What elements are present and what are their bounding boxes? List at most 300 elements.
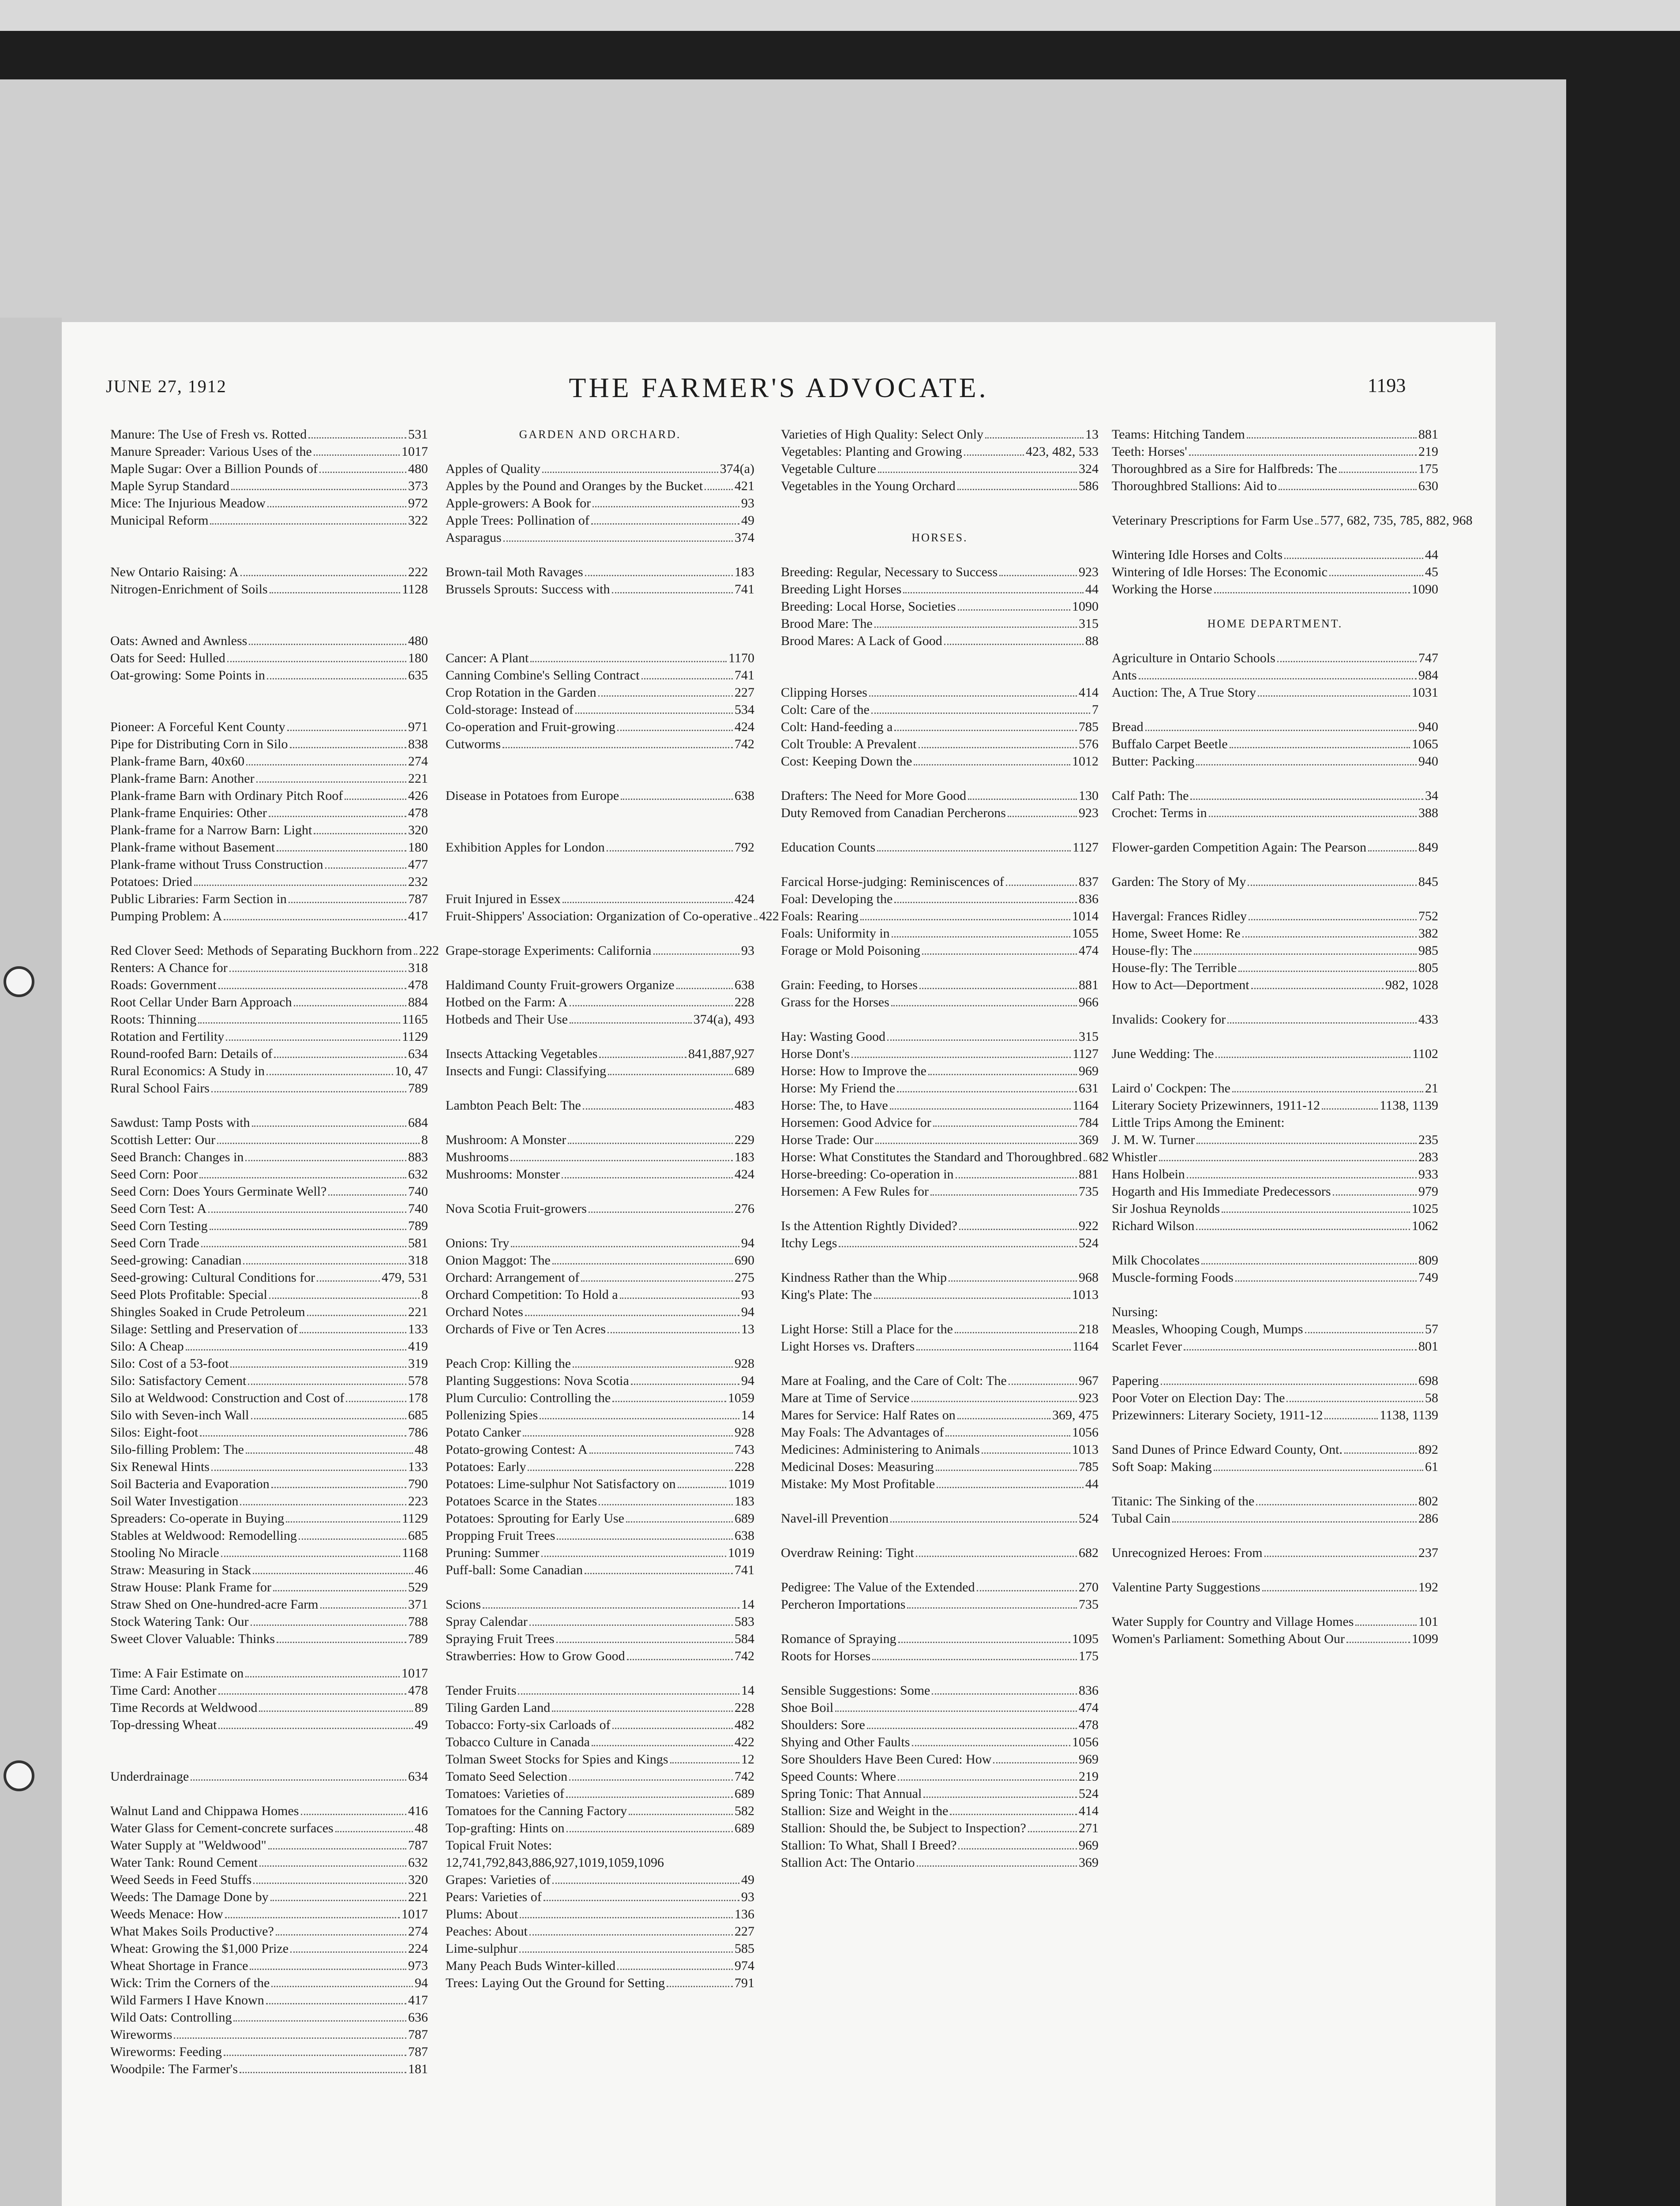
leader-dots (878, 468, 1077, 473)
index-entry (1112, 1200, 1438, 1217)
entry-title: Canning Combine's Selling Contract (446, 668, 640, 683)
entry-page: 315 (1079, 1029, 1099, 1044)
entry-title: House-fly: The Terrible (1112, 960, 1237, 975)
leader-dots (1344, 1449, 1417, 1454)
entry-page: 229 (735, 1133, 754, 1147)
entry-page: 979 (1418, 1184, 1438, 1199)
entry-page: 421 (735, 479, 754, 493)
index-entry (781, 1372, 1099, 1389)
leader-dots (225, 1913, 400, 1918)
index-entry (781, 632, 1099, 649)
leader-dots (1227, 1019, 1417, 1024)
leader-dots (269, 1294, 420, 1299)
leader-dots (253, 1569, 413, 1574)
leader-dots (945, 1432, 1070, 1437)
index-entry (110, 632, 428, 649)
entry-page: 1090 (1412, 582, 1438, 597)
entry-title: 12,741,792,843,886,927,1019,1059,1096 (446, 1855, 664, 1870)
entry-page: 984 (1418, 668, 1438, 683)
entry-page: 972 (408, 496, 428, 510)
entry-page: 741 (735, 582, 754, 597)
entry-page: 276 (735, 1201, 754, 1216)
index-entry (781, 1166, 1099, 1183)
entry-title: Colt: Care of the (781, 702, 870, 717)
leader-dots (294, 1002, 406, 1006)
index-entry (446, 1407, 754, 1424)
index-entry (446, 1906, 754, 1923)
entry-title: Spring Tonic: That Annual (781, 1786, 922, 1801)
index-entry (781, 1269, 1099, 1286)
leader-dots (256, 778, 406, 783)
index-entry (110, 426, 428, 443)
leader-dots (598, 692, 733, 697)
entry-page: 433 (1418, 1012, 1438, 1027)
leader-dots (277, 847, 406, 852)
leader-dots (245, 1673, 400, 1677)
entry-page: 581 (408, 1236, 428, 1250)
leader-dots (568, 1139, 733, 1144)
entry-title: Thoroughbred Stallions: Aid to (1112, 479, 1277, 493)
leader-dots (1196, 761, 1417, 765)
entry-title: Shingles Soaked in Crude Petroleum (110, 1305, 305, 1319)
leader-dots (186, 1346, 406, 1351)
entry-title: Stock Watering Tank: Our (110, 1614, 249, 1629)
entry-page: 749 (1418, 1270, 1438, 1285)
index-entry (446, 1441, 754, 1458)
index-entry (781, 1458, 1099, 1475)
index-entry (1112, 1080, 1438, 1097)
entry-title: Oats: Awned and Awnless (110, 634, 248, 648)
entry-title: Horse: The, to Have (781, 1098, 888, 1113)
entry-page: 1056 (1072, 1735, 1099, 1749)
spacer (446, 546, 754, 563)
spacer (1112, 632, 1438, 649)
leader-dots (270, 1896, 406, 1901)
index-entry (110, 1372, 428, 1389)
index-entry (781, 718, 1099, 735)
index-entry (781, 1647, 1099, 1665)
index-entry (446, 718, 754, 735)
index-entry (781, 1080, 1099, 1097)
spacer (446, 443, 754, 460)
entry-title: Rural School Fairs (110, 1081, 210, 1095)
entry-title: Drafters: The Need for More Good (781, 788, 967, 803)
index-entry (1112, 1372, 1438, 1389)
entry-title: Wheat Shortage in France (110, 1958, 248, 1973)
leader-dots (276, 1931, 406, 1936)
entry-title: Medicines: Administering to Animals (781, 1442, 980, 1457)
leader-dots (977, 1587, 1077, 1591)
entry-page: 1090 (1072, 599, 1099, 614)
entry-page: 638 (735, 1528, 754, 1543)
entry-title: Tobacco Culture in Canada (446, 1735, 590, 1749)
entry-title: Stallion: Should the, be Subject to Inspection? (781, 1821, 1026, 1835)
entry-title: Onions: Try (446, 1236, 510, 1250)
entry-page: 414 (1079, 685, 1099, 700)
entry-title: Light Horse: Still a Place for the (781, 1322, 953, 1336)
entry-page: 1129 (402, 1029, 428, 1044)
leader-dots (229, 967, 406, 972)
entry-page: 892 (1418, 1442, 1438, 1457)
leader-dots (592, 1741, 733, 1746)
index-entry (110, 856, 428, 873)
entry-page: 21 (1425, 1081, 1438, 1095)
entry-title: Thoroughbred as a Sire for Halfbreds: The (1112, 461, 1337, 476)
entry-page: 1164 (1072, 1339, 1099, 1354)
leader-dots (589, 1208, 733, 1213)
entry-title: Silos: Eight-foot (110, 1425, 199, 1440)
index-entry (110, 1768, 428, 1785)
entry-page: 689 (735, 1511, 754, 1526)
entry-title: Speed Counts: Where (781, 1769, 896, 1784)
index-entry (110, 822, 428, 839)
entry-page: 136 (735, 1907, 754, 1921)
entry-title: Hotbeds and Their Use (446, 1012, 568, 1027)
leader-dots (529, 1621, 733, 1626)
leader-dots (1214, 589, 1410, 593)
entry-page: 837 (1079, 874, 1099, 889)
entry-page: 480 (408, 461, 428, 476)
entry-title: Wheat: Growing the $1,000 Prize (110, 1941, 289, 1956)
index-entry (781, 1338, 1099, 1355)
entry-page: 967 (1079, 1373, 1099, 1388)
entry-page: 785 (1079, 720, 1099, 734)
entry-title: Romance of Spraying (781, 1632, 896, 1646)
entry-page: 227 (735, 1924, 754, 1939)
index-entry (110, 787, 428, 804)
index-entry (446, 667, 754, 684)
index-entry (110, 2026, 428, 2043)
entry-page: 740 (408, 1201, 428, 1216)
entry-page: 974 (735, 1958, 754, 1973)
leader-dots (319, 468, 406, 473)
leader-dots (958, 606, 1070, 611)
entry-page: 424 (735, 1167, 754, 1182)
leader-dots (1189, 451, 1417, 456)
index-entry (110, 1699, 428, 1716)
entry-page: 178 (408, 1391, 428, 1405)
index-entry (110, 1974, 428, 1992)
entry-page: 524 (1079, 1236, 1099, 1250)
entry-title: Potatoes Scarce in the States (446, 1494, 597, 1508)
leader-dots (599, 1501, 733, 1505)
punch-hole (4, 1760, 34, 1791)
index-entry (446, 1613, 754, 1630)
entry-title: Horsemen: A Few Rules for (781, 1184, 929, 1199)
spacer (1112, 1561, 1438, 1579)
index-entry (110, 1837, 428, 1854)
entry-title: Scottish Letter: Our (110, 1133, 216, 1147)
index-entry (1112, 460, 1438, 477)
spacer (781, 1011, 1099, 1028)
binder-margin (0, 318, 62, 2206)
entry-page: 14 (741, 1408, 754, 1422)
entry-page: 1165 (402, 1012, 428, 1027)
index-column-3 (781, 426, 1109, 1871)
leader-dots (1196, 1225, 1410, 1230)
index-entry (110, 1579, 428, 1596)
index-entry (110, 1183, 428, 1200)
index-entry (110, 1665, 428, 1682)
leader-dots (898, 1638, 1070, 1643)
leader-dots (608, 1070, 733, 1075)
leader-dots (1196, 1139, 1417, 1144)
spacer (781, 546, 1099, 563)
entry-title: Agriculture in Ontario Schools (1112, 651, 1275, 665)
index-entry (446, 1234, 754, 1252)
index-entry (110, 563, 428, 581)
entry-title: Six Renewal Hints (110, 1459, 210, 1474)
leader-dots (267, 675, 406, 679)
entry-title: Wireworms: Feeding (110, 2045, 222, 2059)
leader-dots (591, 520, 739, 525)
index-entry (446, 1527, 754, 1544)
entry-title: Mushrooms: Monster (446, 1167, 560, 1182)
leader-dots (898, 1776, 1077, 1781)
leader-dots (1139, 675, 1417, 679)
leader-dots (540, 1414, 739, 1419)
entry-title: Peaches: About (446, 1924, 528, 1939)
entry-page: 1017 (401, 1907, 428, 1921)
leader-dots (890, 1105, 1071, 1110)
leader-dots (233, 2017, 406, 2022)
leader-dots (894, 726, 1077, 731)
entry-page: 586 (1079, 479, 1099, 493)
leader-dots (541, 1552, 726, 1557)
entry-title: Butter: Packing (1112, 754, 1195, 769)
entry-page: 1017 (401, 1666, 428, 1681)
entry-page: 524 (1079, 1511, 1099, 1526)
entry-page: 740 (408, 1184, 428, 1199)
spacer (781, 1355, 1099, 1372)
entry-page: 130 (1079, 788, 1099, 803)
leader-dots (290, 743, 406, 748)
entry-page: 183 (735, 565, 754, 579)
entry-title: June Wedding: The (1112, 1047, 1214, 1061)
entry-page: 698 (1418, 1373, 1438, 1388)
entry-title: How to Act—Deportment (1112, 978, 1249, 992)
index-entry (446, 1596, 754, 1613)
entry-page: 849 (1418, 840, 1438, 855)
leader-dots (511, 1242, 739, 1247)
entry-title: Co-operation and Fruit-growing (446, 720, 615, 734)
entry-page: 101 (1418, 1614, 1438, 1629)
index-entry (446, 1355, 754, 1372)
index-entry (110, 1630, 428, 1647)
entry-title: Crochet: Terms in (1112, 806, 1207, 820)
entry-page: 689 (735, 1064, 754, 1078)
entry-page: 14 (741, 1597, 754, 1612)
spacer (110, 925, 428, 942)
leader-dots (911, 1397, 1077, 1402)
index-entry (446, 1372, 754, 1389)
index-entry (1112, 1407, 1438, 1424)
leader-dots (502, 743, 733, 748)
leader-dots (414, 950, 417, 955)
index-entry (110, 770, 428, 787)
entry-page: 1056 (1072, 1425, 1099, 1440)
leader-dots (917, 1862, 1077, 1867)
leader-dots (246, 1449, 413, 1454)
leader-dots (1172, 1518, 1417, 1523)
entry-page: 478 (1079, 1718, 1099, 1732)
index-entry (781, 684, 1099, 701)
entry-title: Richard Wilson (1112, 1219, 1195, 1233)
entry-title: Clipping Horses (781, 685, 867, 700)
entry-title: Potatoes: Sprouting for Early Use (446, 1511, 624, 1526)
entry-title: Mistake: My Most Profitable (781, 1477, 935, 1491)
index-entry (781, 1768, 1099, 1785)
entry-page: 93 (741, 496, 754, 510)
leader-dots (270, 589, 401, 593)
entry-title: Exhibition Apples for London (446, 840, 605, 855)
entry-page: 93 (741, 1287, 754, 1302)
entry-page: 784 (1079, 1115, 1099, 1130)
entry-title: Orchard Competition: To Hold a (446, 1287, 618, 1302)
entry-page: 183 (735, 1150, 754, 1164)
entry-page: 426 (408, 788, 428, 803)
index-entry (781, 942, 1099, 959)
entry-title: Water Tank: Round Cement (110, 1855, 258, 1870)
index-entry (446, 735, 754, 753)
leader-dots (191, 1776, 406, 1781)
spacer (1112, 1028, 1438, 1045)
entry-title: Asparagus (446, 530, 502, 545)
index-entry (110, 718, 428, 735)
entry-page: 61 (1425, 1459, 1438, 1474)
index-entry (110, 890, 428, 908)
entry-title: Mushroom: A Monster (446, 1133, 566, 1147)
entry-title: Scarlet Fever (1112, 1339, 1182, 1354)
issue-date: JUNE 27, 1912 (106, 376, 227, 396)
entry-title: Vegetables: Planting and Growing (781, 444, 962, 459)
entry-page: 373 (408, 479, 428, 493)
entry-page: 747 (1418, 651, 1438, 665)
index-entry (446, 1303, 754, 1321)
index-entry (110, 1510, 428, 1527)
index-entry (110, 1011, 428, 1028)
entry-page: 219 (1418, 444, 1438, 459)
entry-title: Silage: Settling and Preservation of (110, 1322, 298, 1336)
entry-title: Havergal: Frances Ridley (1112, 909, 1247, 923)
leader-dots (933, 1122, 1077, 1127)
entry-page: 836 (1079, 892, 1099, 906)
entry-title: Varieties of High Quality: Select Only (781, 427, 984, 442)
entry-page: 884 (408, 995, 428, 1009)
index-entry (110, 443, 428, 460)
entry-title: Working the Horse (1112, 582, 1212, 597)
entry-page: 422 (735, 1735, 754, 1749)
entry-title: Water Supply at "Weldwood" (110, 1838, 266, 1853)
entry-title: Seed Corn Trade (110, 1236, 199, 1250)
entry-title: Home, Sweet Home: Re (1112, 926, 1241, 941)
leader-dots (1251, 984, 1384, 989)
entry-page: 1017 (401, 444, 428, 459)
index-entry (110, 1613, 428, 1630)
index-entry (446, 1131, 754, 1148)
leader-dots (335, 1827, 413, 1832)
index-entry (446, 994, 754, 1011)
entry-title: Silo: Cost of a 53-foot (110, 1356, 229, 1371)
index-entry (446, 1424, 754, 1441)
entry-page: 369, 475 (1052, 1408, 1099, 1422)
spacer (446, 925, 754, 942)
entry-page: 222 (408, 565, 428, 579)
leader-dots (224, 915, 406, 920)
entry-title: Time Card: Another (110, 1683, 217, 1698)
index-entry (110, 460, 428, 477)
leader-dots (583, 1105, 733, 1110)
entry-page: 483 (735, 1098, 754, 1113)
entry-title: Invalids: Cookery for (1112, 1012, 1226, 1027)
leader-dots (1215, 1053, 1410, 1058)
entry-title: Tender Fruits (446, 1683, 517, 1698)
entry-title: Nursing: (1112, 1305, 1158, 1319)
entry-title: Weeds: The Damage Done by (110, 1890, 269, 1904)
entry-title: Breeding: Local Horse, Societies (781, 599, 956, 614)
entry-title: Apple-growers: A Book for (446, 496, 591, 510)
entry-title: Horse: How to Improve the (781, 1064, 926, 1078)
leader-dots (552, 1707, 733, 1712)
entry-title: Top-grafting: Hints on (446, 1821, 565, 1835)
index-entry (1112, 787, 1438, 804)
index-entry (110, 1475, 428, 1493)
entry-page: 180 (408, 651, 428, 665)
entry-page: 7 (1092, 702, 1099, 717)
leader-dots (542, 468, 718, 473)
entry-page: 969 (1079, 1838, 1099, 1853)
entry-page: 417 (408, 909, 428, 923)
leader-dots (839, 1242, 1077, 1247)
entry-title: Haldimand County Fruit-growers Organize (446, 978, 675, 992)
entry-title: Education Counts (781, 840, 876, 855)
index-entry (781, 890, 1099, 908)
entry-page: 524 (1079, 1786, 1099, 1801)
leader-dots (869, 692, 1077, 697)
index-entry (110, 942, 439, 959)
entry-page: 789 (408, 1632, 428, 1646)
entry-title: Scions (446, 1597, 481, 1612)
spacer (110, 1647, 428, 1665)
leader-dots (1248, 881, 1417, 886)
entry-page: 1095 (1072, 1632, 1099, 1646)
leader-dots (641, 675, 733, 679)
entry-title: Wick: Trim the Corners of the (110, 1976, 270, 1990)
entry-title: Tolman Sweet Stocks for Spies and Kings (446, 1752, 668, 1767)
entry-title: King's Plate: The (781, 1287, 872, 1302)
leader-dots (1368, 847, 1417, 852)
entry-page: 802 (1418, 1494, 1438, 1508)
leader-dots (519, 1948, 733, 1953)
leader-dots (894, 898, 1077, 903)
index-entry (1112, 1630, 1438, 1647)
index-entry (781, 1682, 1099, 1699)
entry-page: 94 (415, 1976, 428, 1990)
index-entry (1112, 1148, 1438, 1166)
entry-title: Orchards of Five or Ten Acres (446, 1322, 606, 1336)
entry-title: Hotbed on the Farm: A (446, 995, 568, 1009)
index-entry (1112, 477, 1438, 495)
leader-dots (897, 1088, 1077, 1092)
entry-title: Public Libraries: Farm Section in (110, 892, 287, 906)
index-entry (1112, 546, 1438, 563)
entry-page: 192 (1418, 1580, 1438, 1594)
spacer (446, 753, 754, 787)
leader-dots (1009, 1380, 1077, 1385)
entry-title: Puff-ball: Some Canadian (446, 1563, 583, 1577)
entry-page: 969 (1079, 1064, 1099, 1078)
index-entry (1112, 1613, 1438, 1630)
